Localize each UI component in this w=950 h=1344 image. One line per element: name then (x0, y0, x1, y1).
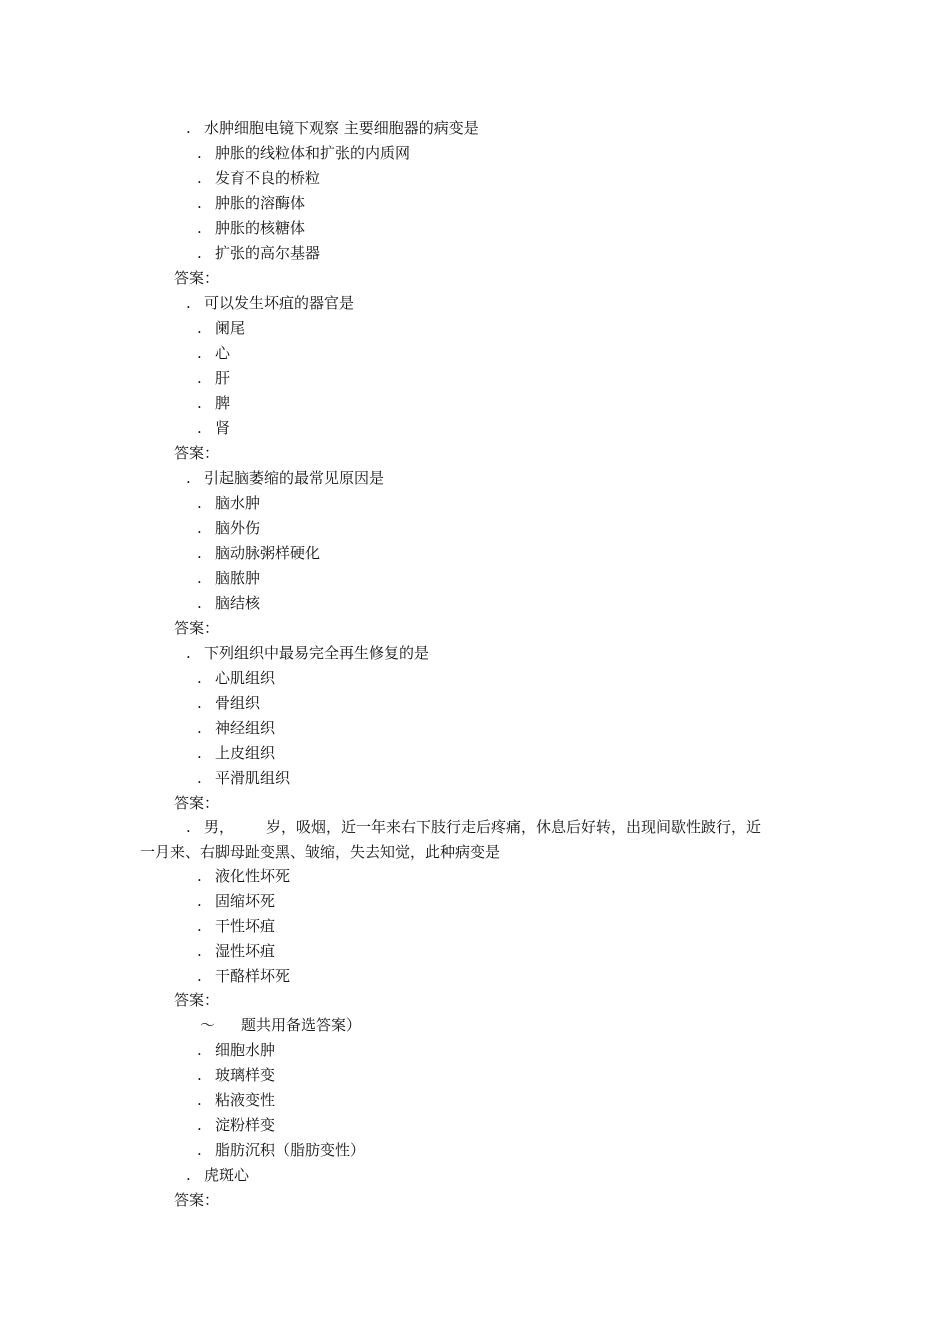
option-3d (197, 568, 260, 588)
option-3c (197, 543, 320, 563)
option-text: 心肌组织 (215, 669, 276, 687)
option-text: 脑水肿 (215, 494, 261, 512)
bullet-dot: . (197, 519, 202, 537)
option-4c (197, 718, 275, 738)
option-text: 液化性坏死 (215, 867, 291, 885)
answer-label-5: 答案： (174, 991, 220, 1009)
bullet-dot: . (186, 469, 191, 487)
option-5a (197, 866, 290, 886)
option-3a (197, 493, 260, 513)
option-2e (197, 418, 230, 438)
bullet-dot: . (197, 369, 202, 387)
option-text: 肿胀的线粒体和扩张的内质网 (215, 144, 411, 162)
option-text: 神经组织 (215, 719, 276, 737)
option-text: 肿胀的溶酶体 (215, 194, 306, 212)
bullet-dot: . (197, 169, 202, 187)
question-5-stem (186, 817, 761, 837)
question-text: 可以发生坏疽的器官是 (204, 294, 355, 312)
question-text: 虎斑心 (204, 1166, 250, 1184)
option-text: 脑外伤 (215, 519, 261, 537)
option-1c (197, 193, 305, 213)
option-text: 扩张的高尔基器 (215, 244, 321, 262)
option-5e (197, 966, 290, 986)
bullet-dot: . (197, 569, 202, 587)
option-5b (197, 891, 275, 911)
answer-label-1: 答案： (174, 269, 220, 287)
option-2b (197, 343, 230, 363)
option-text: 固缩坏死 (215, 892, 276, 910)
bullet-dot: . (197, 594, 202, 612)
group-option-e (197, 1140, 365, 1160)
option-text: 干性坏疽 (215, 917, 276, 935)
bullet-dot: . (197, 967, 202, 985)
bullet-dot: . (197, 494, 202, 512)
option-4d (197, 743, 275, 763)
question-text: 水肿细胞电镜下观察 主要细胞器的病变是 (204, 119, 479, 137)
bullet-dot: . (186, 294, 191, 312)
bullet-dot: . (197, 769, 202, 787)
bullet-dot: . (197, 867, 202, 885)
option-text: 湿性坏疽 (215, 942, 276, 960)
bullet-dot: . (197, 694, 202, 712)
option-text: 平滑肌组织 (215, 769, 291, 787)
option-text: 上皮组织 (215, 744, 276, 762)
question-text: 下列组织中最易完全再生修复的是 (204, 644, 430, 662)
question-text: 引起脑萎缩的最常见原因是 (204, 469, 385, 487)
question-text-part-b: 岁，吸烟，近一年来右下肢行走后疼痛，休息后好转，出现间歇性跛行，近 (266, 818, 762, 836)
bullet-dot: . (197, 1091, 202, 1109)
option-text: 脑结核 (215, 594, 261, 612)
option-1b (197, 168, 320, 188)
option-1e (197, 243, 320, 263)
bullet-dot: . (197, 1141, 202, 1159)
option-text: 脑动脉粥样硬化 (215, 544, 321, 562)
option-text: 肿胀的核糖体 (215, 219, 306, 237)
option-text: 淀粉样变 (215, 1116, 276, 1134)
bullet-dot: . (197, 1066, 202, 1084)
answer-label-4: 答案： (174, 794, 220, 812)
question-3-stem (186, 468, 384, 488)
bullet-dot: . (197, 1041, 202, 1059)
bullet-dot: . (197, 394, 202, 412)
option-4e (197, 768, 290, 788)
option-text: 阑尾 (215, 319, 246, 337)
option-text: 干酪样坏死 (215, 967, 291, 985)
bullet-dot: . (197, 194, 202, 212)
bullet-dot: . (197, 942, 202, 960)
option-text: 脾 (215, 394, 231, 412)
option-5c (197, 916, 275, 936)
bullet-dot: . (197, 344, 202, 362)
bullet-dot: . (197, 719, 202, 737)
bullet-dot: . (197, 144, 202, 162)
question-2-stem (186, 293, 354, 313)
bullet-dot: . (186, 119, 191, 137)
option-text: 心 (215, 344, 231, 362)
bullet-dot: . (197, 669, 202, 687)
option-2c (197, 368, 230, 388)
option-text: 粘液变性 (215, 1091, 276, 1109)
group-tilde: ～ (200, 1016, 216, 1034)
bullet-dot: . (186, 644, 191, 662)
option-4a (197, 668, 275, 688)
bullet-dot: . (186, 818, 191, 836)
question-1-stem (186, 118, 479, 138)
bullet-dot: . (197, 1116, 202, 1134)
bullet-dot: . (197, 917, 202, 935)
question-text-part-a: 男， (204, 818, 235, 836)
option-text: 细胞水肿 (215, 1041, 276, 1059)
option-text: 脂肪沉积（脂肪变性） (215, 1141, 366, 1159)
group-title: 题共用备选答案） (241, 1016, 362, 1034)
option-text: 玻璃样变 (215, 1066, 276, 1084)
answer-label-group: 答案： (174, 1191, 220, 1209)
bullet-dot: . (197, 219, 202, 237)
bullet-dot: . (197, 319, 202, 337)
option-text: 发育不良的桥粒 (215, 169, 321, 187)
answer-label-2: 答案： (174, 444, 220, 462)
bullet-dot: . (197, 892, 202, 910)
option-2a (197, 318, 245, 338)
bullet-dot: . (186, 1166, 191, 1184)
option-text: 肝 (215, 369, 231, 387)
option-1d (197, 218, 305, 238)
group-option-b (197, 1065, 275, 1085)
option-3e (197, 593, 260, 613)
bullet-dot: . (197, 544, 202, 562)
group-sub-question (186, 1165, 249, 1185)
answer-label-3: 答案： (174, 619, 220, 637)
option-text: 骨组织 (215, 694, 261, 712)
group-option-d (197, 1115, 275, 1135)
question-4-stem (186, 643, 429, 663)
bullet-dot: . (197, 244, 202, 262)
option-1a (197, 143, 410, 163)
option-3b (197, 518, 260, 538)
group-option-c (197, 1090, 275, 1110)
bullet-dot: . (197, 419, 202, 437)
group-heading (200, 1015, 361, 1035)
bullet-dot: . (197, 744, 202, 762)
option-5d (197, 941, 275, 961)
option-4b (197, 693, 260, 713)
option-text: 肾 (215, 419, 231, 437)
option-text: 脑脓肿 (215, 569, 261, 587)
group-option-a (197, 1040, 275, 1060)
question-5-stem-continued: 一月来、右脚母趾变黑、皱缩，失去知觉，此种病变是 (140, 843, 501, 861)
option-2d (197, 393, 230, 413)
